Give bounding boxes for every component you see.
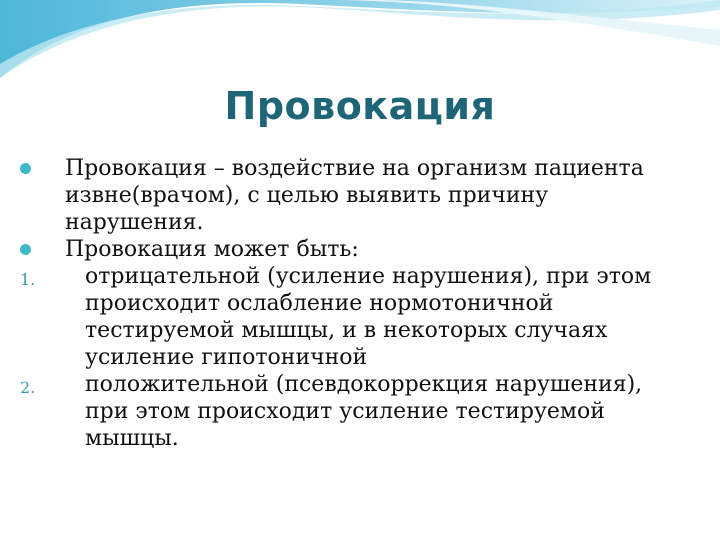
- list-number: 1.: [20, 270, 36, 289]
- bullet-line: Провокация – воздействие на организм пациента: [65, 156, 644, 181]
- numbered-line: усиление гипотоничной: [85, 345, 368, 370]
- slide-body: [20, 155, 700, 452]
- numbered-line: происходит ослабление нормотоничной: [85, 291, 554, 316]
- numbered-line: при этом происходит усиление тестируемой: [85, 399, 605, 424]
- numbered-item-negative: [20, 263, 700, 371]
- bullet-item-definition: [20, 155, 700, 236]
- bullet-line: Провокация может быть:: [65, 237, 359, 262]
- list-number: 2.: [20, 378, 36, 397]
- bullet-line: извне(врачом), с целью выявить причину: [65, 183, 549, 208]
- bullet-item-types: [20, 236, 700, 263]
- numbered-line: отрицательной (усиление нарушения), при этом: [85, 264, 652, 289]
- numbered-line: мышцы.: [85, 426, 179, 451]
- numbered-item-positive: [20, 371, 700, 452]
- bullet-line: нарушения.: [65, 210, 204, 235]
- bullet-dot-icon: [20, 244, 31, 255]
- numbered-line: тестируемой мышцы, и в некоторых случаях: [85, 318, 608, 343]
- bullet-dot-icon: [20, 163, 31, 174]
- slide-title: Провокация: [224, 84, 496, 128]
- numbered-line: положительной (псевдокоррекция нарушения),: [85, 372, 643, 397]
